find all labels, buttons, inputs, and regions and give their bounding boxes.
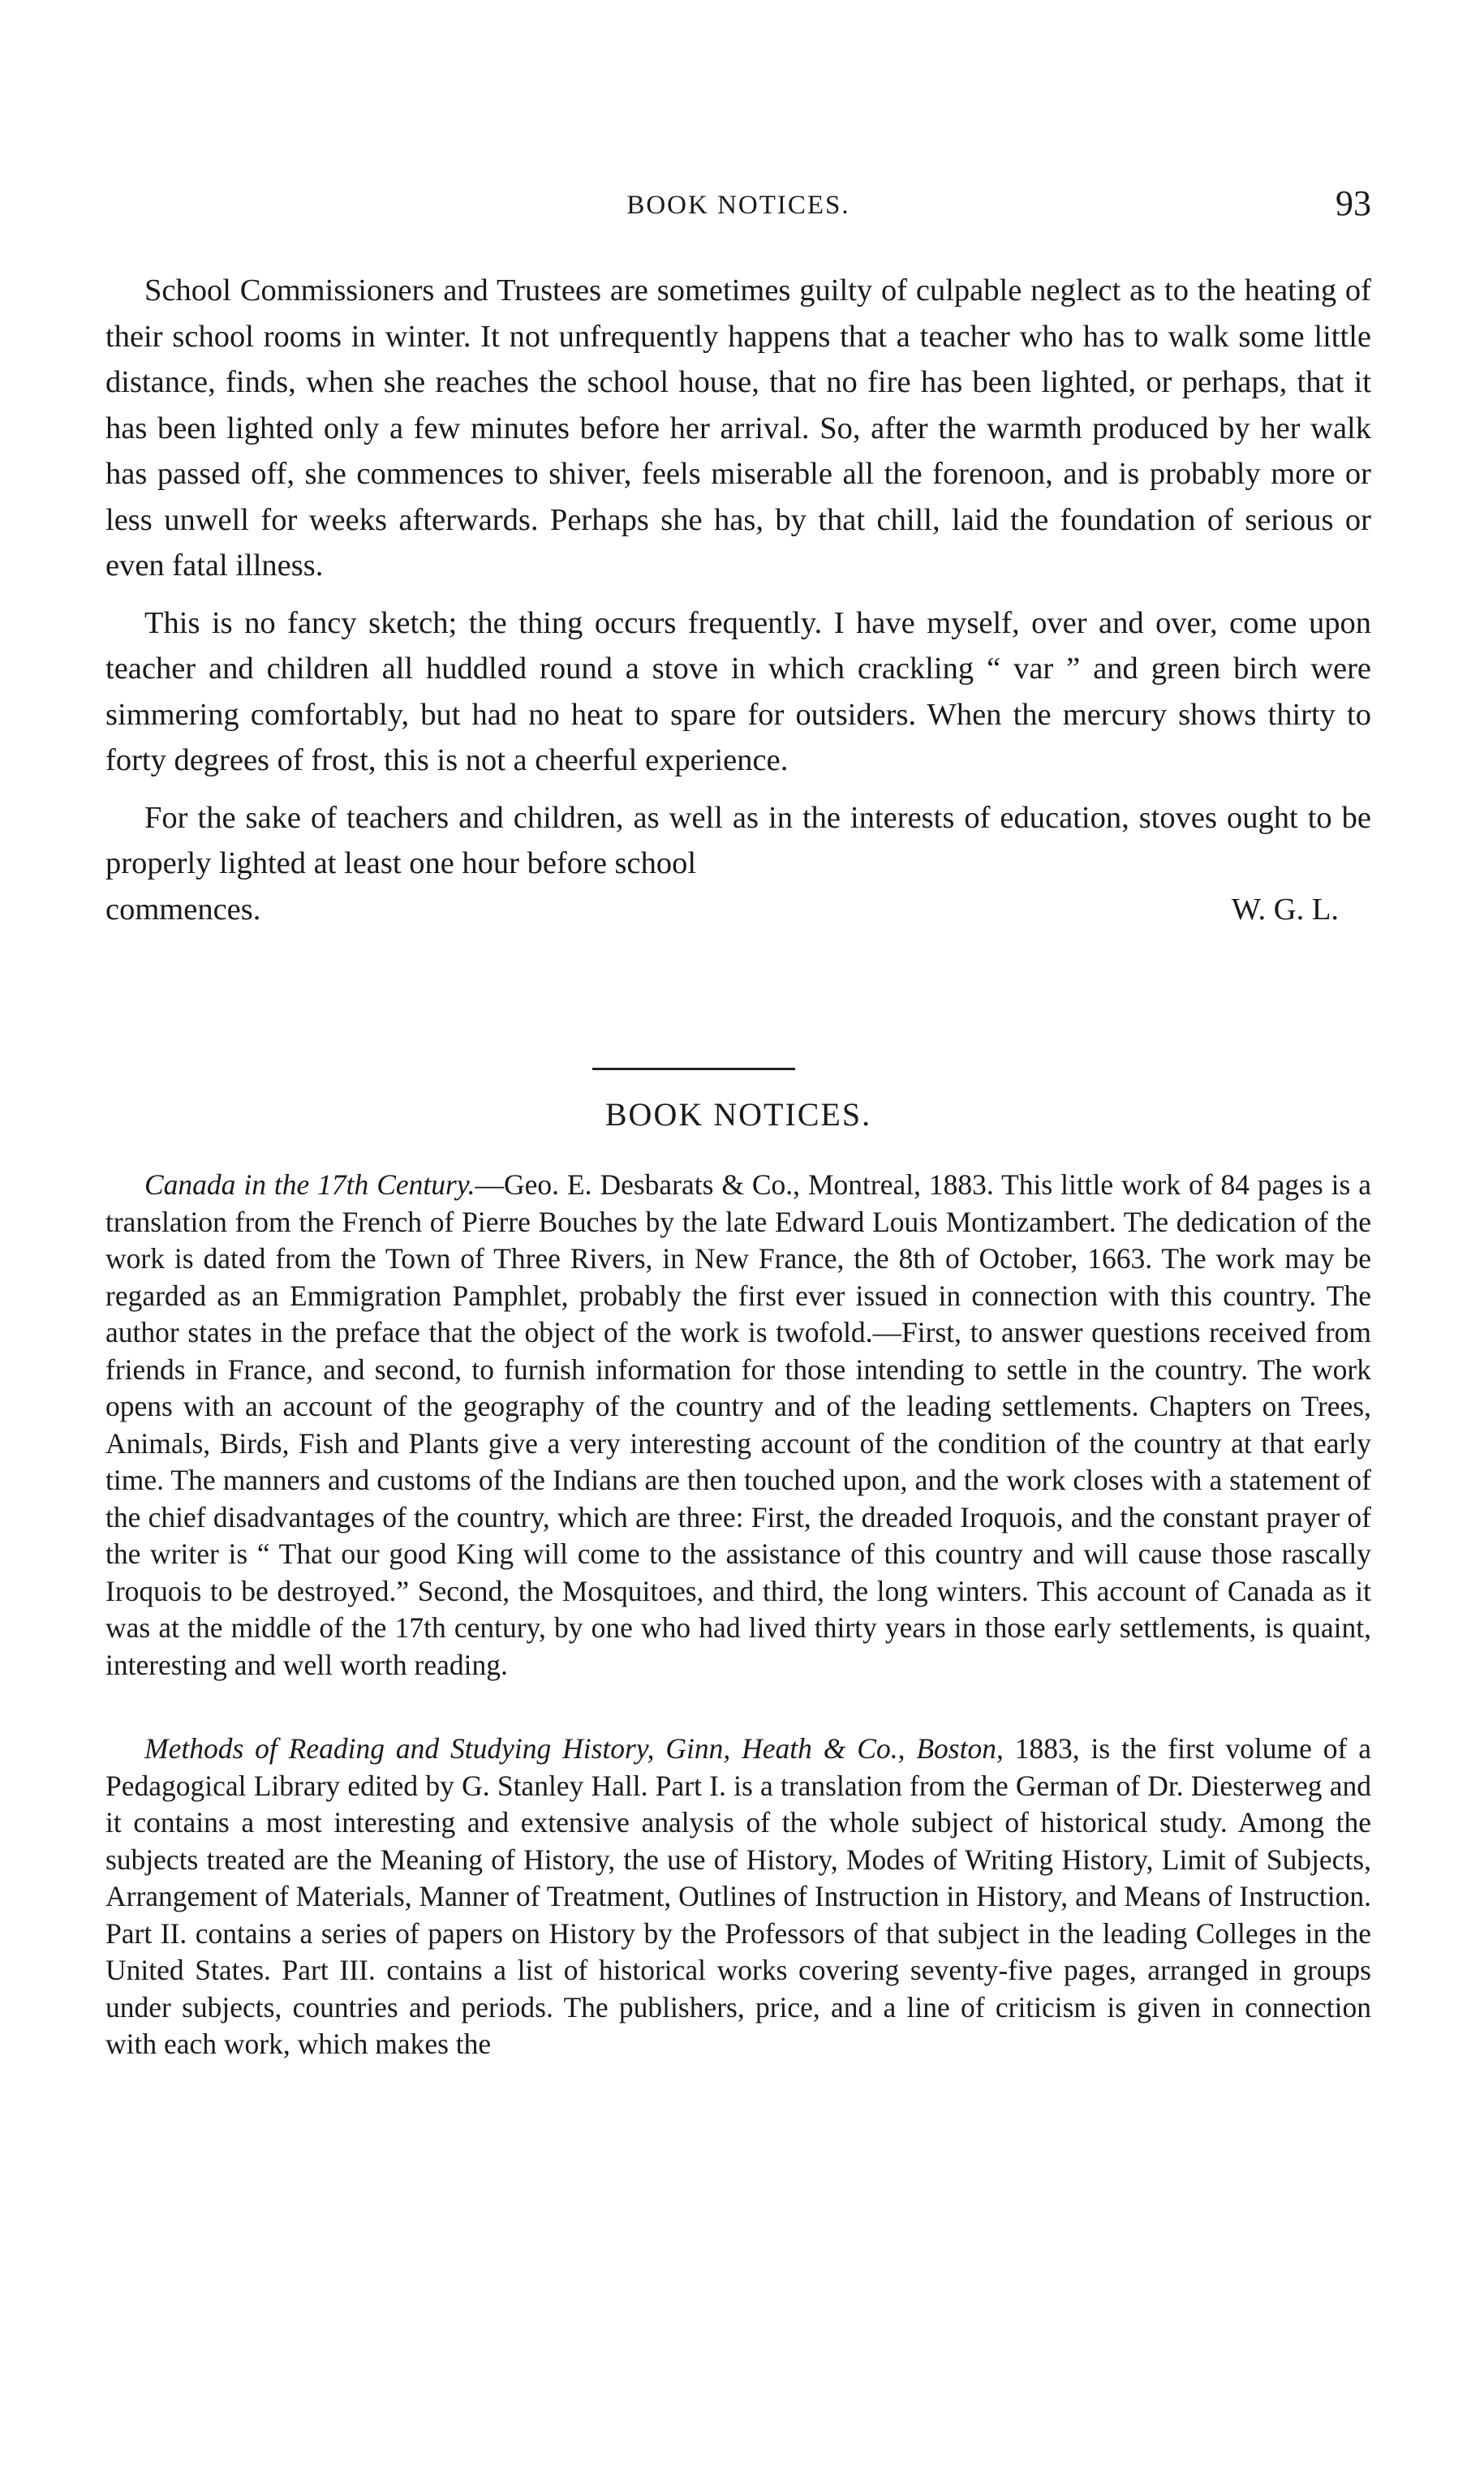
letter-section: [105, 268, 1371, 933]
running-head: [105, 183, 1371, 231]
book-notice: [105, 1167, 1371, 1684]
closing-words: commences.: [105, 892, 261, 927]
notice-text: 1883, is the first volume of a Pedagogical Library edited by G. Stanley Hall. Part I. is a translation from the German of Dr. Diesterweg and it contains a most interesting and extensive analysis of the whole subject of historical study. Among the subjects treated are the Meaning of History, the use of History, Modes of Writing History, Limit of Subjects, Arrangement of Materials, Manner of Treatment, Outlines of Instruction in History, and Means of Instruction. Part II. contains a series of papers on History by the Professors of that subject in the leading Colleges in the United States. Part III. contains a list of historical works covering seventy-five pages, arranged in groups under subjects, countries and periods. The publishers, price, and a line of criticism is given in connection with each work, which makes the: [105, 1732, 1372, 2060]
signature: W. G. L.: [1231, 892, 1339, 927]
signature-line: [105, 887, 1371, 933]
letter-paragraph: This is no fancy sketch; the thing occurs frequently. I have myself, over and over, come upon teacher and children all huddled round a stove in which crackling “ var ” and green birch were simmering comfortably, but had no heat to spare for outsiders. When the mercury shows thirty to forty degrees of frost, this is not a cheerful experience.: [105, 605, 1371, 777]
section-divider: [592, 1068, 795, 1070]
notice-text: —Geo. E. Desbarats & Co., Montreal, 1883. This little work of 84 pages is a translation from the French of Pierre Bouches by the late Edward Louis Montizambert. The dedication of the work is dated from the Town of Three Rivers, in New France, the 8th of October, 1663. The work may be regarded as an Emmigration Pamphlet, probably the first ever issued in connection with this country. The author states in the preface that the object of the work is twofold.—First, to answer questions received from friends in France, and second, to furnish information for those intending to settle in the country. The work opens with an account of the geography of the country and of the leading settlements. Chapters on Trees, Animals, Birds, Fish and Plants give a very interesting account of the condition of the country at that early time. The manners and customs of the Indians are then touched upon, and the work closes with a statement of the chief disadvantages of the country, which are three: First, the dreaded Iroquois, and the constant prayer of the writer is “ That our good King will come to the assistance of this country and will cause those rascally Iroquois to be destroyed.” Second, the Mosquitoes, and third, the long winters. This account of Canada as it was at the middle of the 17th century, by one who had lived thirty years in those early settlements, is quaint, interesting and well worth reading.: [105, 1168, 1372, 1681]
letter-paragraph: For the sake of teachers and children, as well as in the interests of education, stoves ought to be properly lighted at least one hour before school: [105, 800, 1371, 880]
book-title: Canada in the 17th Century.: [144, 1168, 475, 1201]
book-notices: [105, 1167, 1371, 2110]
section-heading: BOOK NOTICES.: [604, 1096, 872, 1133]
letter-paragraph: School Commissioners and Trustees are sometimes guilty of culpable neglect as to the heating of their school rooms in winter. It not unfrequently happens that a teacher who has to walk some little distance, finds, when she reaches the school house, that no fire has been lighted, or perhaps, that it has been lighted only a few minutes before her arrival. So, after the warmth produced by her walk has passed off, she commences to shiver, feels miserable all the forenoon, and is probably more or less unwell for weeks afterwards. Perhaps she has, by that chill, laid the foundation of serious or even fatal illness.: [105, 273, 1371, 583]
running-title: BOOK NOTICES.: [626, 191, 850, 220]
book-page: [105, 0, 1371, 2486]
page-number: 93: [1336, 183, 1371, 223]
book-notice: [105, 1731, 1371, 2063]
publisher: Ginn, Heath & Co., Boston,: [654, 1732, 1004, 1765]
book-title: Methods of Reading and Studying History,: [144, 1732, 655, 1765]
